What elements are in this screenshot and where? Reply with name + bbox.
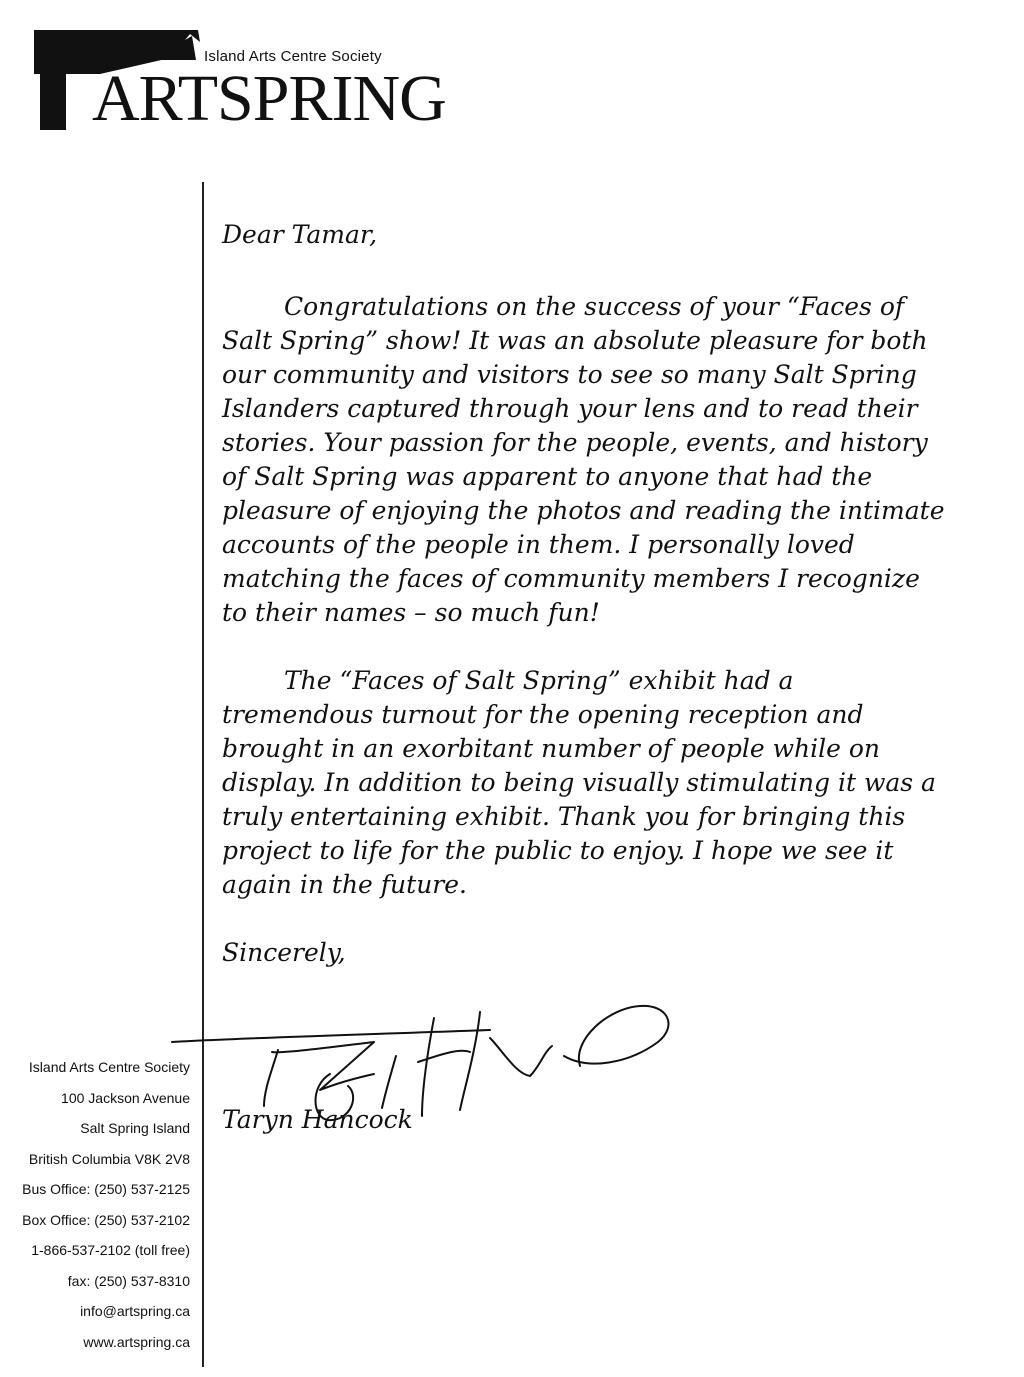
address-line: Salt Spring Island <box>80 1120 190 1136</box>
vertical-divider <box>202 182 204 1367</box>
address-block <box>0 1052 190 1357</box>
logo-wordmark: ARTSPRING <box>92 62 446 135</box>
salutation: Dear Tamar, <box>222 220 378 249</box>
address-line: British Columbia V8K 2V8 <box>28 1150 190 1167</box>
letter-paragraph: Congratulations on the success of your “Faces of Salt Spring” show! It was an absolute pleasure for both our community and visitors to see so many Salt Spring Islanders captured through your lens and to read their stories. Your passion for the people, events, and history of Salt Spring was apparent to anyone that had the pleasure of enjoying the photos and reading the intimate accounts of the people in them. I personally loved matching the faces of community members I recognize to their names – so much fun! <box>222 292 945 627</box>
signer-name: Taryn Hancock <box>222 1105 413 1134</box>
address-line: Bus Office: (250) 537-2125 <box>22 1181 190 1197</box>
address-line: Box Office: (250) 537-2102 <box>22 1211 190 1228</box>
letter-body <box>222 218 952 970</box>
closing: Sincerely, <box>222 938 346 967</box>
address-line: fax: (250) 537-8310 <box>67 1272 190 1289</box>
letter-paragraph: The “Faces of Salt Spring” exhibit had a tremendous turnout for the opening reception and brought in an exorbitant number of people while on display. In addition to being visually stimulating it was a truly entertaining exhibit. Thank you for bringing this project to life for the public to enjoy. I hope we see it again in the future. <box>222 666 936 899</box>
address-line: Island Arts Centre Society <box>28 1059 190 1075</box>
logo-tagline: Island Arts Centre Society <box>204 48 382 65</box>
address-website[interactable]: www.artspring.ca <box>83 1333 190 1350</box>
address-email[interactable]: info@artspring.ca <box>80 1303 190 1319</box>
address-line: 1-866-537-2102 (toll free) <box>31 1242 190 1258</box>
address-line: 100 Jackson Avenue <box>61 1089 190 1106</box>
